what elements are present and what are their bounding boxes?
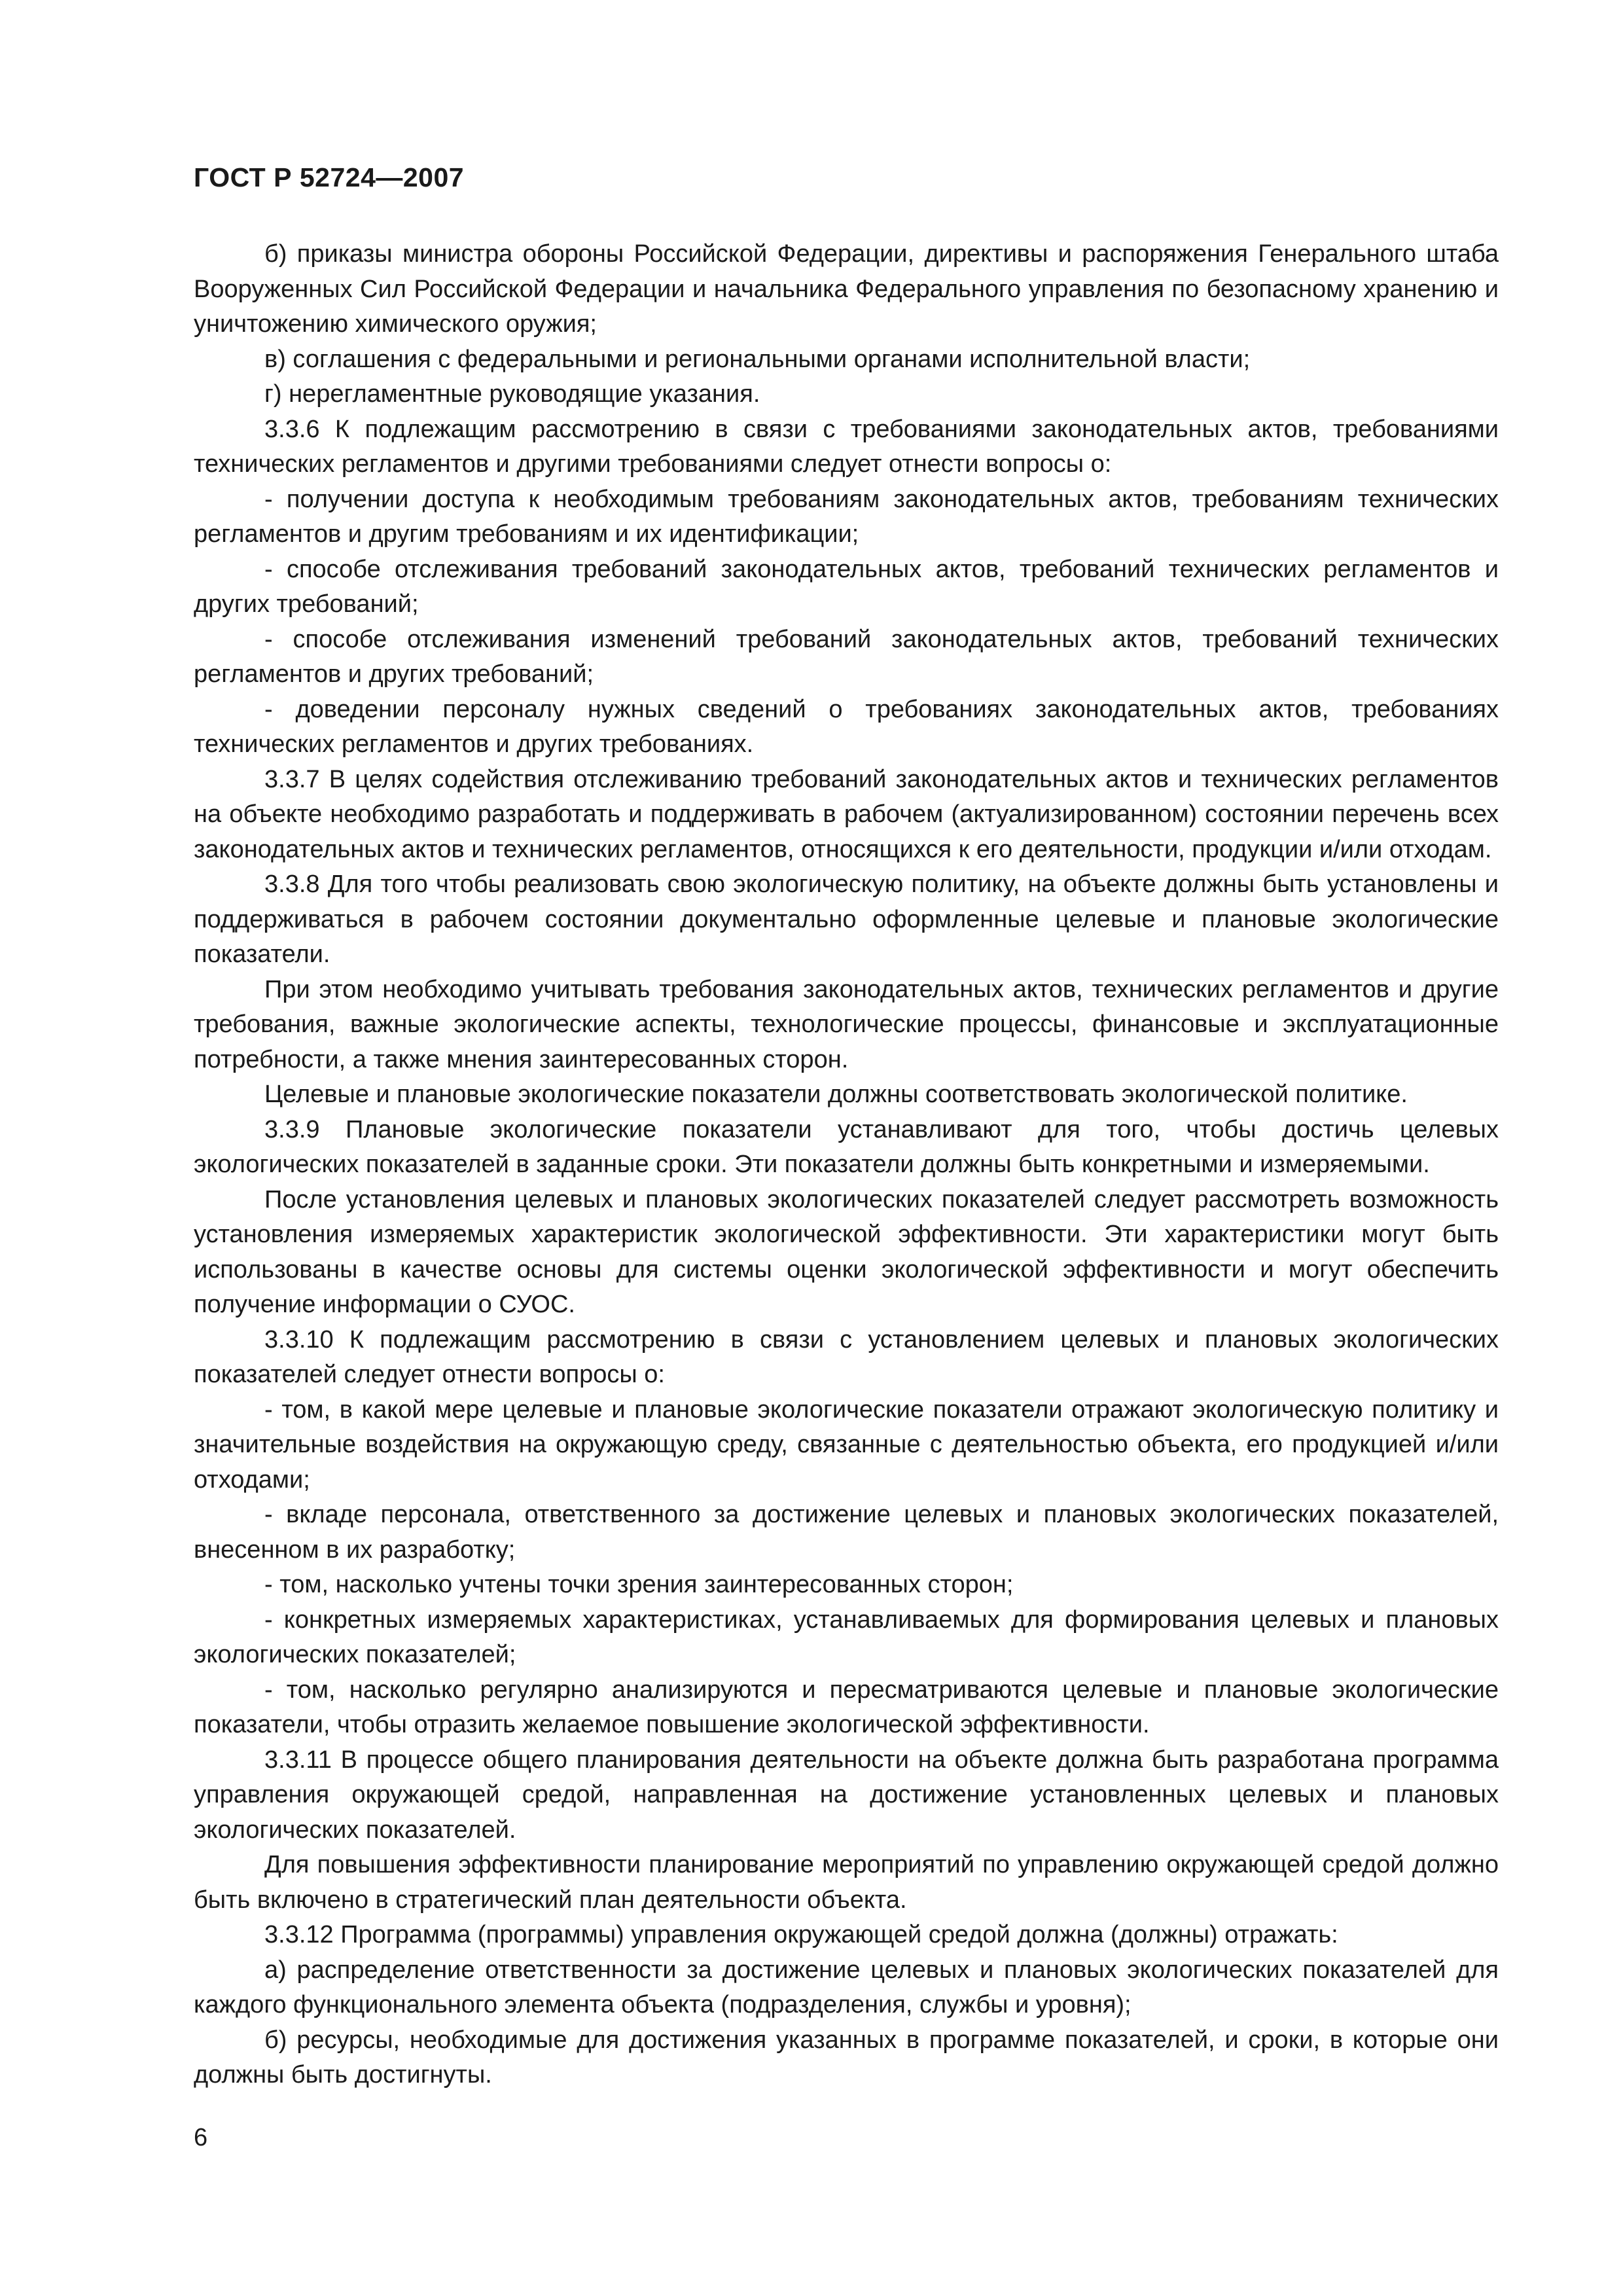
paragraph: При этом необходимо учитывать требования законодательных актов, технических регламентов и другие требования, важные экологические аспекты, технологические процессы, финансовые и эксплуатационные потребности, а также мнения заинтересованных сторон. bbox=[194, 975, 1499, 1073]
paragraph: 3.3.11 В процессе общего планирования деятельности на объекте должна быть разработана программа управления окружающей средой, направленная на достижение установленных целевых и плановых экологических показателей. bbox=[194, 1746, 1499, 1844]
paragraph: 3.3.9 Плановые экологические показатели устанавливают для того, чтобы достичь целевых экологических показателей в заданные сроки. Эти показатели должны быть конкретными и измеряемыми. bbox=[194, 1115, 1499, 1178]
paragraph: 3.3.7 В целях содействия отслеживанию требований законодательных актов и технических регламентов на объекте необходимо разработать и поддерживать в рабочем (актуализированном) состоянии перечень всех законодательных актов и технических регламентов, относящихся к его деятельности, продукции и/или отходам. bbox=[194, 765, 1499, 863]
paragraph: - вкладе персонала, ответственного за достижение целевых и плановых экологических показателей, внесенном в их разработку; bbox=[194, 1501, 1499, 1564]
paragraph: - том, насколько учтены точки зрения заинтересованных сторон; bbox=[264, 1571, 1014, 1598]
paragraph: б) ресурсы, необходимые для достижения указанных в программе показателей, и сроки, в которые они должны быть достигнуты. bbox=[194, 2026, 1499, 2089]
paragraph: Для повышения эффективности планирование мероприятий по управлению окружающей средой должно быть включено в стратегический план деятельности объекта. bbox=[194, 1851, 1499, 1914]
document-header: ГОСТ Р 52724—2007 bbox=[194, 162, 465, 192]
paragraph: - способе отслеживания требований законодательных актов, требований технических регламентов и других требований; bbox=[194, 555, 1499, 618]
paragraph: 3.3.12 Программа (программы) управления окружающей средой должна (должны) отражать: bbox=[264, 1921, 1338, 1948]
paragraph: в) соглашения с федеральными и региональными органами исполнительной власти; bbox=[264, 345, 1251, 373]
paragraph: б) приказы министра обороны Российской Федерации, директивы и распоряжения Генерального штаба Вооруженных Сил Российской Федерации и начальника Федерального управления по безопасному хранению и уничтожению химического оружия; bbox=[194, 240, 1499, 338]
page-number: 6 bbox=[194, 2124, 208, 2151]
paragraph: - получении доступа к необходимым требованиям законодательных актов, требованиям технических регламентов и другим требованиям и их идентификации; bbox=[194, 485, 1499, 548]
paragraph: - конкретных измеряемых характеристиках, устанавливаемых для формирования целевых и плановых экологических показателей; bbox=[194, 1605, 1499, 1668]
paragraph: После установления целевых и плановых экологических показателей следует рассмотреть возможность установления измеряемых характеристик экологической эффективности. Эти характеристики могут быть использованы в качестве основы для системы оценки экологической эффективности и могут обеспечить получение информации о СУОС. bbox=[194, 1185, 1499, 1318]
paragraph: 3.3.8 Для того чтобы реализовать свою экологическую политику, на объекте должны быть установлены и поддерживаться в рабочем состоянии документально оформленные целевые и плановые экологические показатели. bbox=[194, 870, 1499, 968]
paragraph: - доведении персоналу нужных сведений о требованиях законодательных актов, требованиях технических регламентов и других требованиях. bbox=[194, 695, 1499, 758]
paragraph: 3.3.6 К подлежащим рассмотрению в связи с требованиями законодательных актов, требованиями технических регламентов и другими требованиями следует отнести вопросы о: bbox=[194, 415, 1499, 478]
document-body bbox=[194, 237, 1499, 2093]
paragraph: 3.3.10 К подлежащим рассмотрению в связи с установлением целевых и плановых экологических показателей следует отнести вопросы о: bbox=[194, 1325, 1499, 1388]
paragraph: - способе отслеживания изменений требований законодательных актов, требований технических регламентов и других требований; bbox=[194, 625, 1499, 688]
paragraph: - том, насколько регулярно анализируются и пересматриваются целевые и плановые экологические показатели, чтобы отразить желаемое повышение экологической эффективности. bbox=[194, 1676, 1499, 1738]
paragraph: а) распределение ответственности за достижение целевых и плановых экологических показателей для каждого функционального элемента объекта (подразделения, службы и уровня); bbox=[194, 1956, 1499, 2018]
paragraph: - том, в какой мере целевые и плановые экологические показатели отражают экологическую политику и значительные воздействия на окружающую среду, связанные с деятельностью объекта, его продукцией и/или отходами; bbox=[194, 1395, 1499, 1494]
paragraph: г) нерегламентные руководящие указания. bbox=[264, 380, 760, 408]
paragraph: Целевые и плановые экологические показатели должны соответствовать экологической политике. bbox=[264, 1081, 1408, 1108]
